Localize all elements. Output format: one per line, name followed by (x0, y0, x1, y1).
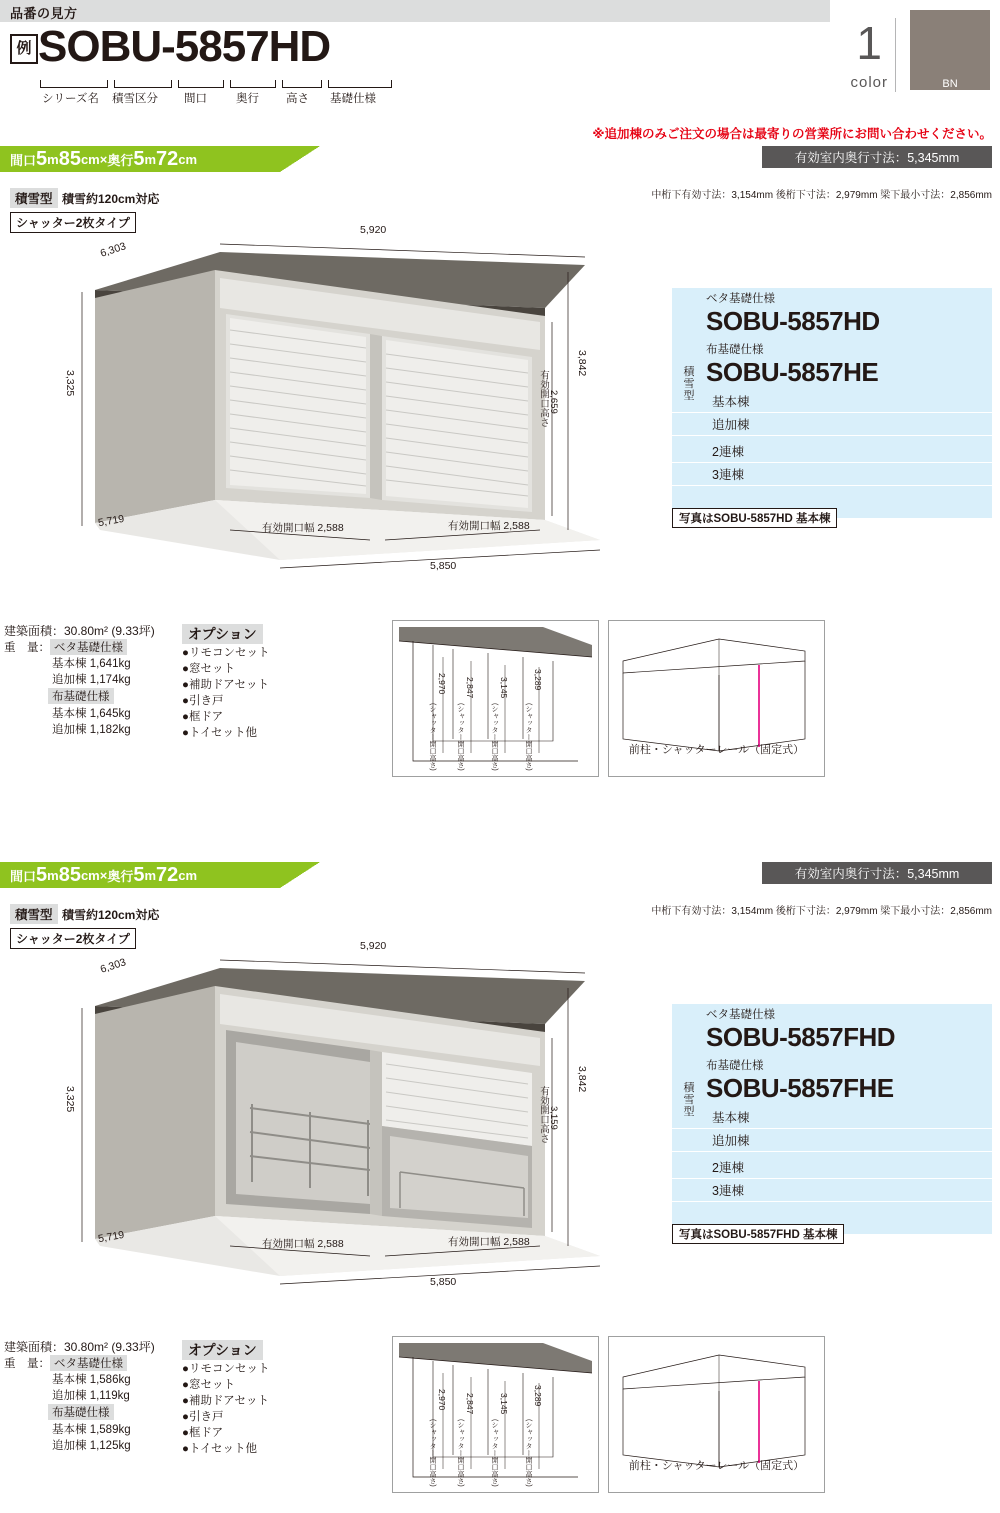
s1-option-3: ●引き戸 (182, 695, 224, 707)
s1-figure-right (608, 620, 825, 777)
s2-spec-item-2[interactable]: 2連棟 (672, 1156, 992, 1179)
s1-w-cm: cm (80, 151, 100, 167)
s1-info-weight-label: 重 量： (4, 642, 50, 654)
s1-option-4: ●框ドア (182, 711, 224, 723)
s2-figure-right-caption: 前柱・シャッターレール（固定式） (628, 1460, 805, 1472)
s2-dim-opening-height: 3,159 (548, 1106, 559, 1130)
s2-figure-left (392, 1336, 599, 1493)
s2-fig-note-0: (シャッター開口高さ) (429, 1419, 436, 1487)
s2-photo-note-wrap (672, 1224, 844, 1244)
s2-dim-bottom-left-slant: 5,719 (97, 1228, 126, 1246)
s1-x: × (99, 151, 108, 167)
s2-option-4: ●框ドア (182, 1427, 224, 1439)
s2-dim-bottom-width: 5,850 (430, 1276, 457, 1288)
legend-item-4: 高さ (286, 93, 309, 105)
s2-depth-label: 有効室内奥行寸法：5,345mm (762, 862, 992, 884)
s2-snow-line (10, 904, 159, 924)
s2-spec-item-1[interactable]: 追加棟 (672, 1129, 992, 1152)
s1-shutter-tag: シャッター2枚タイプ (10, 212, 136, 233)
example-mark: 例 (10, 34, 38, 64)
s2-sub-dims: 中桁下有効寸法：3,154mm 後桁下寸法：2,979mm 梁下最小寸法：2,856mm (651, 906, 992, 917)
s1-sub-dims: 中桁下有効寸法：3,154mm 後桁下寸法：2,979mm 梁下最小寸法：2,856mm (651, 190, 992, 201)
s2-spec-item-3[interactable]: 3連棟 (672, 1179, 992, 1202)
s1-dim-opening-w-left: 有効開口幅 2,588 (262, 522, 344, 534)
s2-option-0: ●リモコンセット (182, 1363, 270, 1375)
s2-info-group2-title: 布基礎仕様 (48, 1404, 114, 1420)
s2-fig-note-1: (シャッター開口高さ) (457, 1419, 464, 1487)
s1-info-area: 建築面積：30.80m² (9.33坪) (4, 624, 155, 638)
s1-fig-dim-3: 3,289 (533, 669, 543, 691)
s2-info (4, 1338, 184, 1453)
s2-dim-left-slant: 6,303 (98, 956, 128, 976)
s1-snow-text: 積雪約120cm対応 (61, 192, 160, 206)
header-band (0, 0, 830, 22)
s1-product-drawing (40, 224, 660, 575)
s1-w-num: 5 (36, 148, 48, 170)
s1-fig-note-0: (シャッター開口高さ) (429, 703, 436, 771)
s2-spec-box (672, 1004, 992, 1234)
legend-item-1: 積雪区分 (112, 93, 158, 105)
s2-dim-left-height: 3,325 (64, 1086, 76, 1113)
s1-fig-dim-2: 3,145 (499, 677, 509, 699)
s1-spec-side-label: 積雪型 (683, 366, 695, 402)
s2-option-1: ●窓セット (182, 1379, 235, 1391)
color-swatch-label: BN (942, 78, 958, 90)
s2-info-weight-label: 重 量： (4, 1358, 50, 1370)
s2-spec-sub1: ベタ基礎仕様 (706, 1009, 775, 1021)
s2-d-cm: cm (178, 867, 198, 883)
s1-d-m: m (144, 151, 157, 167)
s1-option-5: ●トイセット他 (182, 727, 258, 739)
s2-options (182, 1340, 269, 1456)
s2-option-5: ●トイセット他 (182, 1443, 258, 1455)
s2-fig-dim-1: 2,847 (465, 1393, 475, 1415)
s1-fig-note-1: (シャッター開口高さ) (457, 703, 464, 771)
s1-figure-left (392, 620, 599, 777)
s2-fig-dim-3: 3,289 (533, 1385, 543, 1407)
s2-photo-note: 写真はSOBU-5857FHD 基本棟 (672, 1224, 844, 1244)
s1-photo-note: 写真はSOBU-5857HD 基本棟 (672, 508, 837, 528)
s1-dim-opening-w-right: 有効開口幅 2,588 (448, 520, 530, 532)
s2-w-cm: cm (80, 867, 100, 883)
s1-fig-note-2: (シャッター開口高さ) (491, 703, 498, 771)
s1-spec-main1: SOBU-5857HD (706, 306, 880, 336)
s1-info-g2-1: 追加棟 1,182kg (52, 724, 131, 736)
page-title: SOBU-5857HD (38, 22, 331, 71)
s2-w-cm-num: 85 (58, 864, 81, 886)
s1-spec-item-0[interactable]: 基本棟 (672, 390, 992, 413)
s2-dim-opening-w-right: 有効開口幅 2,588 (448, 1236, 530, 1248)
s2-figure-right (608, 1336, 825, 1493)
notice-text: ※追加棟のみご注文の場合は最寄りの営業所にお問い合わせください。 (592, 127, 992, 141)
s1-spec-item-1[interactable]: 追加棟 (672, 413, 992, 436)
s2-dim-opening-height-label: 有効開口高さ (538, 1086, 549, 1143)
s2-d-cm-num: 72 (156, 864, 179, 886)
s2-product-drawing (40, 940, 660, 1291)
s2-spec-item-0[interactable]: 基本棟 (672, 1106, 992, 1129)
s2-info-area: 建築面積：30.80m² (9.33坪) (4, 1340, 155, 1354)
s2-info-group1-title: ベタ基礎仕様 (50, 1355, 127, 1371)
s1-snow-tag: 積雪型 (10, 188, 58, 208)
s2-fig-note-3: (シャッター開口高さ) (525, 1419, 532, 1487)
s2-dim-opening-w-left: 有効開口幅 2,588 (262, 1238, 344, 1250)
header-divider (895, 18, 896, 92)
s1-depth-label: 有効室内奥行寸法：5,345mm (762, 146, 992, 168)
s1-option-0: ●リモコンセット (182, 647, 270, 659)
s1-info (4, 622, 184, 737)
legend-item-5: 基礎仕様 (330, 93, 376, 105)
s2-d-m: m (144, 867, 157, 883)
s2-info-g1-0: 基本棟 1,586kg (52, 1374, 131, 1386)
s2-x: × (99, 867, 108, 883)
s1-w-m: m (47, 151, 59, 167)
s1-option-1: ●窓セット (182, 663, 235, 675)
s2-spec-main1: SOBU-5857FHD (706, 1022, 896, 1052)
s2-option-2: ●補助ドアセット (182, 1395, 269, 1407)
section-2-sizebar (0, 862, 320, 888)
s1-w-cm-num: 85 (58, 148, 81, 170)
section-1-sizebar (0, 146, 320, 172)
s2-w-num: 5 (36, 864, 48, 886)
s2-options-title: オプション (182, 1340, 263, 1360)
s1-size-prefix: 間口 (10, 152, 37, 168)
model-braces (40, 78, 390, 88)
s1-options-title: オプション (182, 624, 263, 644)
s1-d-cm-num: 72 (156, 148, 179, 170)
s1-info-g2-0: 基本棟 1,645kg (52, 708, 131, 720)
s1-spec-sub2: 布基礎仕様 (706, 344, 764, 356)
s1-fig-note-3: (シャッター開口高さ) (525, 703, 532, 771)
s1-d-prefix: 奥行 (107, 152, 134, 168)
s2-spec-sub2: 布基礎仕様 (706, 1060, 764, 1072)
header-title: 品番の見方 (10, 6, 78, 21)
s1-fig-dim-1: 2,847 (465, 677, 475, 699)
s1-options (182, 624, 269, 740)
s2-dim-top-width: 5,920 (360, 940, 387, 952)
s1-d-cm: cm (178, 151, 198, 167)
s1-spec-item-3[interactable]: 3連棟 (672, 463, 992, 486)
s1-info-group1-title: ベタ基礎仕様 (50, 639, 127, 655)
s2-snow-tag: 積雪型 (10, 904, 58, 924)
s2-w-m: m (47, 867, 59, 883)
s1-spec-box (672, 288, 992, 518)
s2-d-num: 5 (133, 864, 145, 886)
s1-dim-opening-height-label: 有効開口高さ (538, 370, 549, 427)
s2-info-g2-0: 基本棟 1,589kg (52, 1424, 131, 1436)
s2-info-g2-1: 追加棟 1,125kg (52, 1440, 131, 1452)
s1-photo-note-wrap (672, 508, 837, 528)
legend-item-3: 奥行 (236, 93, 259, 105)
s2-d-prefix: 奥行 (107, 868, 134, 884)
s1-figure-right-caption: 前柱・シャッターレール（固定式） (628, 744, 805, 756)
s1-dim-left-height: 3,325 (64, 370, 76, 397)
color-label: color (850, 74, 888, 91)
s1-dim-bottom-left-slant: 5,719 (97, 512, 126, 530)
s2-fig-dim-0: 2,970 (437, 1389, 447, 1411)
s1-spec-sub1: ベタ基礎仕様 (706, 293, 775, 305)
s2-info-g1-1: 追加棟 1,119kg (52, 1390, 130, 1402)
s1-dim-right-height: 3,842 (576, 350, 588, 377)
legend-item-2: 間口 (184, 93, 207, 105)
s1-option-2: ●補助ドアセット (182, 679, 269, 691)
s1-spec-main2: SOBU-5857HE (706, 357, 879, 387)
s2-size-prefix: 間口 (10, 868, 37, 884)
s2-dim-right-height: 3,842 (576, 1066, 588, 1093)
s2-spec-side-label: 積雪型 (683, 1082, 695, 1118)
s1-dim-left-slant: 6,303 (98, 240, 128, 260)
s2-spec-main2: SOBU-5857FHE (706, 1073, 894, 1103)
s1-snow-line (10, 188, 159, 208)
s1-dim-opening-height: 2,659 (548, 390, 559, 414)
color-count: 1 (856, 17, 882, 69)
s1-spec-item-2[interactable]: 2連棟 (672, 440, 992, 463)
s2-fig-dim-2: 3,145 (499, 1393, 509, 1415)
s2-option-3: ●引き戸 (182, 1411, 224, 1423)
s1-info-g1-0: 基本棟 1,641kg (52, 658, 131, 670)
s1-dim-top-width: 5,920 (360, 224, 387, 236)
s2-shutter-tag: シャッター2枚タイプ (10, 928, 136, 949)
s1-fig-dim-0: 2,970 (437, 673, 447, 695)
s2-fig-note-2: (シャッター開口高さ) (491, 1419, 498, 1487)
s1-info-g1-1: 追加棟 1,174kg (52, 674, 131, 686)
s2-snow-text: 積雪約120cm対応 (61, 908, 160, 922)
s1-info-group2-title: 布基礎仕様 (48, 688, 114, 704)
s1-d-num: 5 (133, 148, 145, 170)
legend-item-0: シリーズ名 (42, 93, 99, 105)
s1-dim-bottom-width: 5,850 (430, 560, 457, 572)
